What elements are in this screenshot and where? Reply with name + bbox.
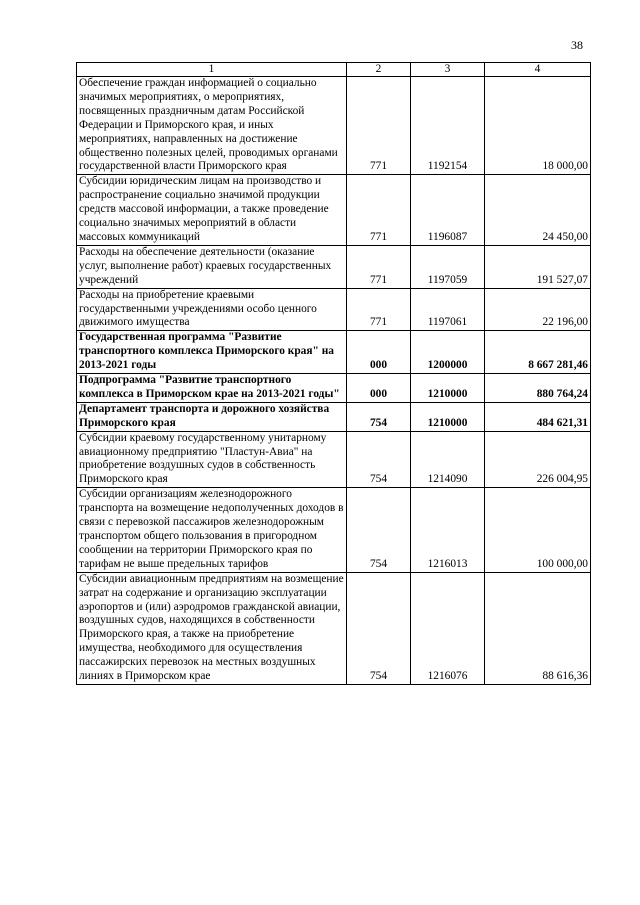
row-name: Субсидии юридическим лицам на производство и распространение социально значимой продукции средств массовой информации, а также проведение социально значимых мероприятий в области массовых коммуникаций — [77, 175, 347, 246]
row-amount: 226 004,95 — [485, 431, 591, 488]
column-header: 1 — [77, 63, 347, 77]
row-amount: 484 621,31 — [485, 402, 591, 431]
row-amount: 22 196,00 — [485, 288, 591, 331]
row-name: Подпрограмма "Развитие транспортного комплекса в Приморском крае на 2013-2021 годы" — [77, 374, 347, 403]
row-name: Департамент транспорта и дорожного хозяйства Приморского края — [77, 402, 347, 431]
row-target-code: 1197059 — [411, 245, 485, 288]
column-header: 2 — [347, 63, 411, 77]
row-name: Расходы на обеспечение деятельности (оказание услуг, выполнение работ) краевых государственных учреждений — [77, 245, 347, 288]
row-amount: 880 764,24 — [485, 374, 591, 403]
row-name: Субсидии краевому государственному унитарному авиационному предприятию "Пластун-Авиа" на приобретение воздушных судов в собственность Приморского края — [77, 431, 347, 488]
table-row — [77, 331, 591, 374]
row-target-code: 1210000 — [411, 374, 485, 403]
row-amount: 24 450,00 — [485, 175, 591, 246]
row-admin-code: 771 — [347, 77, 411, 175]
row-target-code: 1197061 — [411, 288, 485, 331]
table-row — [77, 402, 591, 431]
row-admin-code: 771 — [347, 175, 411, 246]
row-name: Обеспечение граждан информацией о социально значимых мероприятиях, о мероприятиях, посвященных праздничным датам Российской Федерации и Приморского края, и иных мероприятиях, направленных на достижение общественно полезных целей, проводимых органами государственной власти Приморского края — [77, 77, 347, 175]
column-header: 4 — [485, 63, 591, 77]
row-admin-code: 771 — [347, 288, 411, 331]
budget-table — [76, 62, 591, 685]
row-amount: 88 616,36 — [485, 572, 591, 684]
row-target-code: 1216013 — [411, 488, 485, 572]
row-amount: 191 527,07 — [485, 245, 591, 288]
row-target-code: 1192154 — [411, 77, 485, 175]
row-name: Государственная программа "Развитие транспортного комплекса Приморского края" на 2013-2021 годы — [77, 331, 347, 374]
table-row — [77, 77, 591, 175]
row-name: Субсидии авиационным предприятиям на возмещение затрат на содержание и организацию эксплуатации аэропортов и (или) аэродромов гражданской авиации, воздушных судов, находящихся в собственности Приморского края, а также на приобретение имущества, необходимого для осуществления пассажирских перевозок на местных воздушных линиях в Приморском крае — [77, 572, 347, 684]
row-name: Субсидии организациям железнодорожного транспорта на возмещение недополученных доходов в связи с перевозкой пассажиров железнодорожным транспортом общего пользования в пригородном сообщении на территории Приморского края по тарифам не выше предельных тарифов — [77, 488, 347, 572]
page-number: 38 — [571, 38, 583, 52]
row-amount: 100 000,00 — [485, 488, 591, 572]
row-admin-code: 754 — [347, 488, 411, 572]
header-row — [77, 63, 591, 77]
table-row — [77, 374, 591, 403]
table-row — [77, 245, 591, 288]
row-target-code: 1210000 — [411, 402, 485, 431]
row-name: Расходы на приобретение краевыми государственными учреждениями особо ценного движимого имущества — [77, 288, 347, 331]
column-header: 3 — [411, 63, 485, 77]
row-target-code: 1196087 — [411, 175, 485, 246]
row-admin-code: 000 — [347, 374, 411, 403]
row-amount: 8 667 281,46 — [485, 331, 591, 374]
table-row — [77, 431, 591, 488]
row-amount: 18 000,00 — [485, 77, 591, 175]
table-row — [77, 488, 591, 572]
row-admin-code: 754 — [347, 402, 411, 431]
row-admin-code: 754 — [347, 431, 411, 488]
row-target-code: 1200000 — [411, 331, 485, 374]
row-admin-code: 754 — [347, 572, 411, 684]
table-row — [77, 288, 591, 331]
table-row — [77, 572, 591, 684]
row-admin-code: 000 — [347, 331, 411, 374]
table-row — [77, 175, 591, 246]
row-admin-code: 771 — [347, 245, 411, 288]
row-target-code: 1216076 — [411, 572, 485, 684]
row-target-code: 1214090 — [411, 431, 485, 488]
